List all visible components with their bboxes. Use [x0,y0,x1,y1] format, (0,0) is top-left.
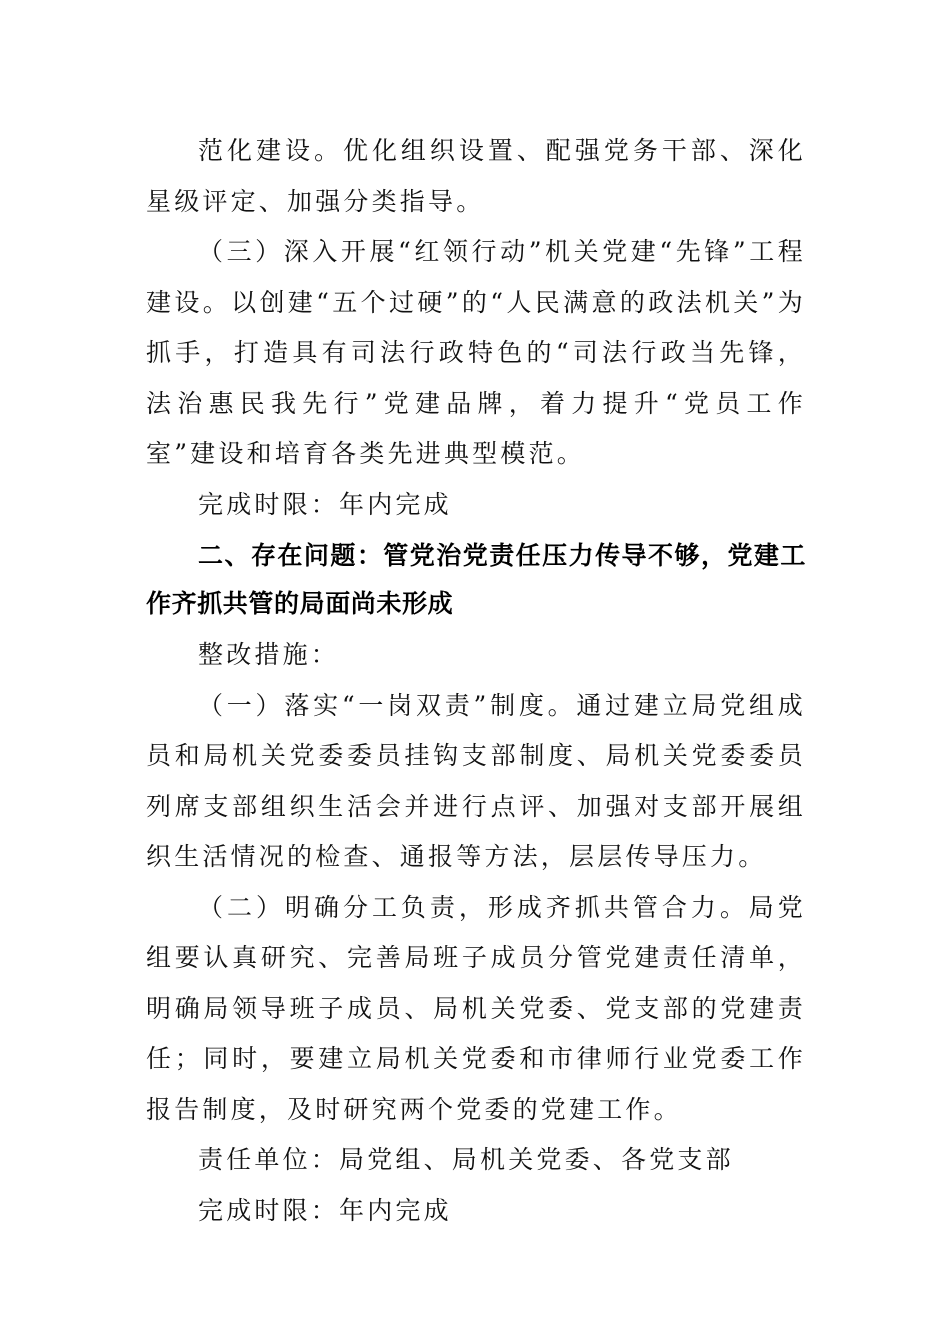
paragraph-rectification-label: 整改措施： [198,640,340,669]
paragraph-deadline: 完成时限：年内完成 [198,489,452,519]
paragraph-responsible-unit: 责任单位：局党组、局机关党委、各党支部 [198,1145,734,1174]
section-heading: 二、存在问题：管党治党责任压力传导不够，党建工作齐抓共管的局面尚未形成 [146,541,806,618]
paragraph-measure-one: （一）落实“一岗双责”制度。通过建立局党组成员和局机关党委委员挂钩支部制度、局机关党委委员列席支部组织生活会并进行点评、加强对支部开展组织生活情况的检查、通报等方法，层层传导压力。 [146,690,806,871]
document-body [146,126,806,1236]
paragraph-measure-two: （二）明确分工负责，形成齐抓共管合力。局党组要认真研究、完善局班子成员分管党建责任清单，明确局领导班子成员、局机关党委、党支部的党建责任；同时，要建立局机关党委和市律师行业党委工作报告制度，及时研究两个党委的党建工作。 [146,892,806,1124]
paragraph-continuation: 范化建设。优化组织设置、配强党务干部、深化星级评定、加强分类指导。 [146,136,806,216]
paragraph-deadline-2: 完成时限：年内完成 [198,1195,452,1225]
paragraph-measure-three: （三）深入开展“红领行动”机关党建“先锋”工程建设。以创建“五个过硬”的“人民满意的政法机关”为抓手，打造具有司法行政特色的“司法行政当先锋，法治惠民我先行”党建品牌，着力提升“党员工作室”建设和培育各类先进典型模范。 [146,237,806,468]
